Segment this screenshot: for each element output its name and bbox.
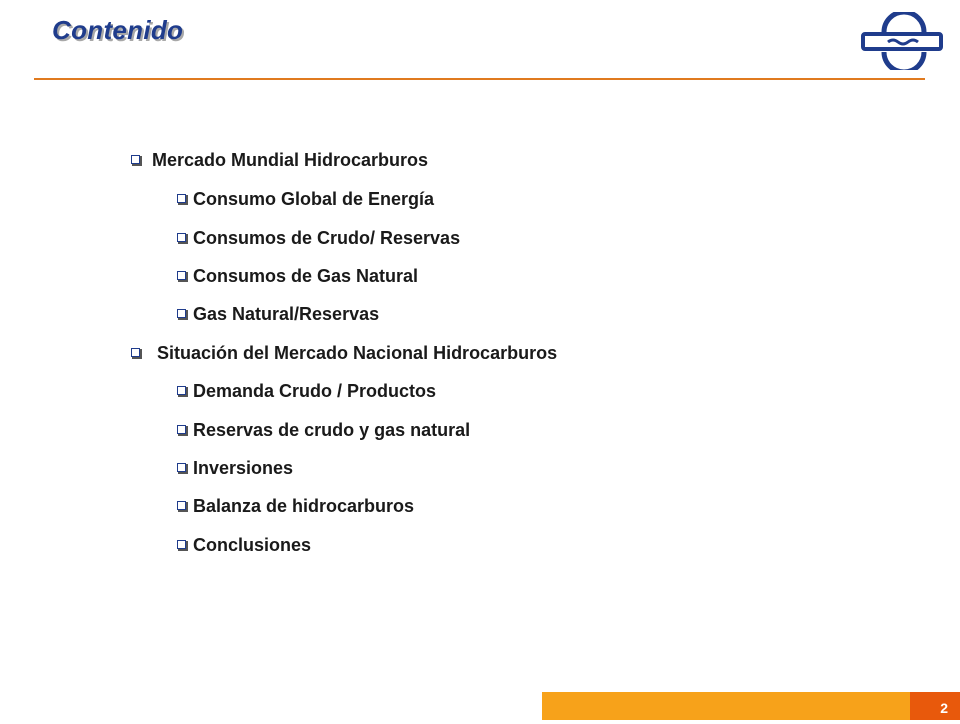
square-bullet-icon xyxy=(177,194,189,206)
agenda-item-label: Gas Natural/Reservas xyxy=(193,304,380,324)
agenda-item-label: Mercado Mundial Hidrocarburos xyxy=(152,150,429,170)
agenda-subitem xyxy=(177,458,293,479)
agenda-subitem xyxy=(177,420,470,441)
slide-title: Contenido xyxy=(52,15,184,45)
footer-bar xyxy=(542,692,960,720)
agenda-item-label: Consumo Global de Energía xyxy=(193,189,435,209)
agenda-item-label: Inversiones xyxy=(193,458,294,478)
agenda-item-label: Consumos de Crudo/ Reservas xyxy=(193,228,461,248)
agenda-item-label: Situación del Mercado Nacional Hidrocarburos xyxy=(152,343,558,363)
agenda-item-label: Demanda Crudo / Productos xyxy=(193,381,437,401)
agenda-item-label: Consumos de Gas Natural xyxy=(193,266,419,286)
square-bullet-icon xyxy=(177,309,189,321)
agenda-item xyxy=(131,150,428,171)
agenda-item-label: Reservas de crudo y gas natural xyxy=(193,420,471,440)
square-bullet-icon xyxy=(177,540,189,552)
agenda-item-label: Balanza de hidrocarburos xyxy=(193,496,415,516)
agenda-subitem xyxy=(177,496,414,517)
agenda-subitem xyxy=(177,189,434,210)
square-bullet-icon xyxy=(177,425,189,437)
agenda-subitem xyxy=(177,228,460,249)
agenda-subitem xyxy=(177,381,436,402)
square-bullet-icon xyxy=(131,155,143,167)
agenda-subitem xyxy=(177,304,379,325)
square-bullet-icon xyxy=(177,501,189,513)
square-bullet-icon xyxy=(177,233,189,245)
page-number: 2 xyxy=(910,692,960,720)
agenda-subitem xyxy=(177,535,311,556)
square-bullet-icon xyxy=(177,463,189,475)
square-bullet-icon xyxy=(177,271,189,283)
agenda-item xyxy=(131,343,557,364)
agenda-item-label: Conclusiones xyxy=(193,535,312,555)
agenda-subitem xyxy=(177,266,418,287)
square-bullet-icon xyxy=(131,348,143,360)
square-bullet-icon xyxy=(177,386,189,398)
